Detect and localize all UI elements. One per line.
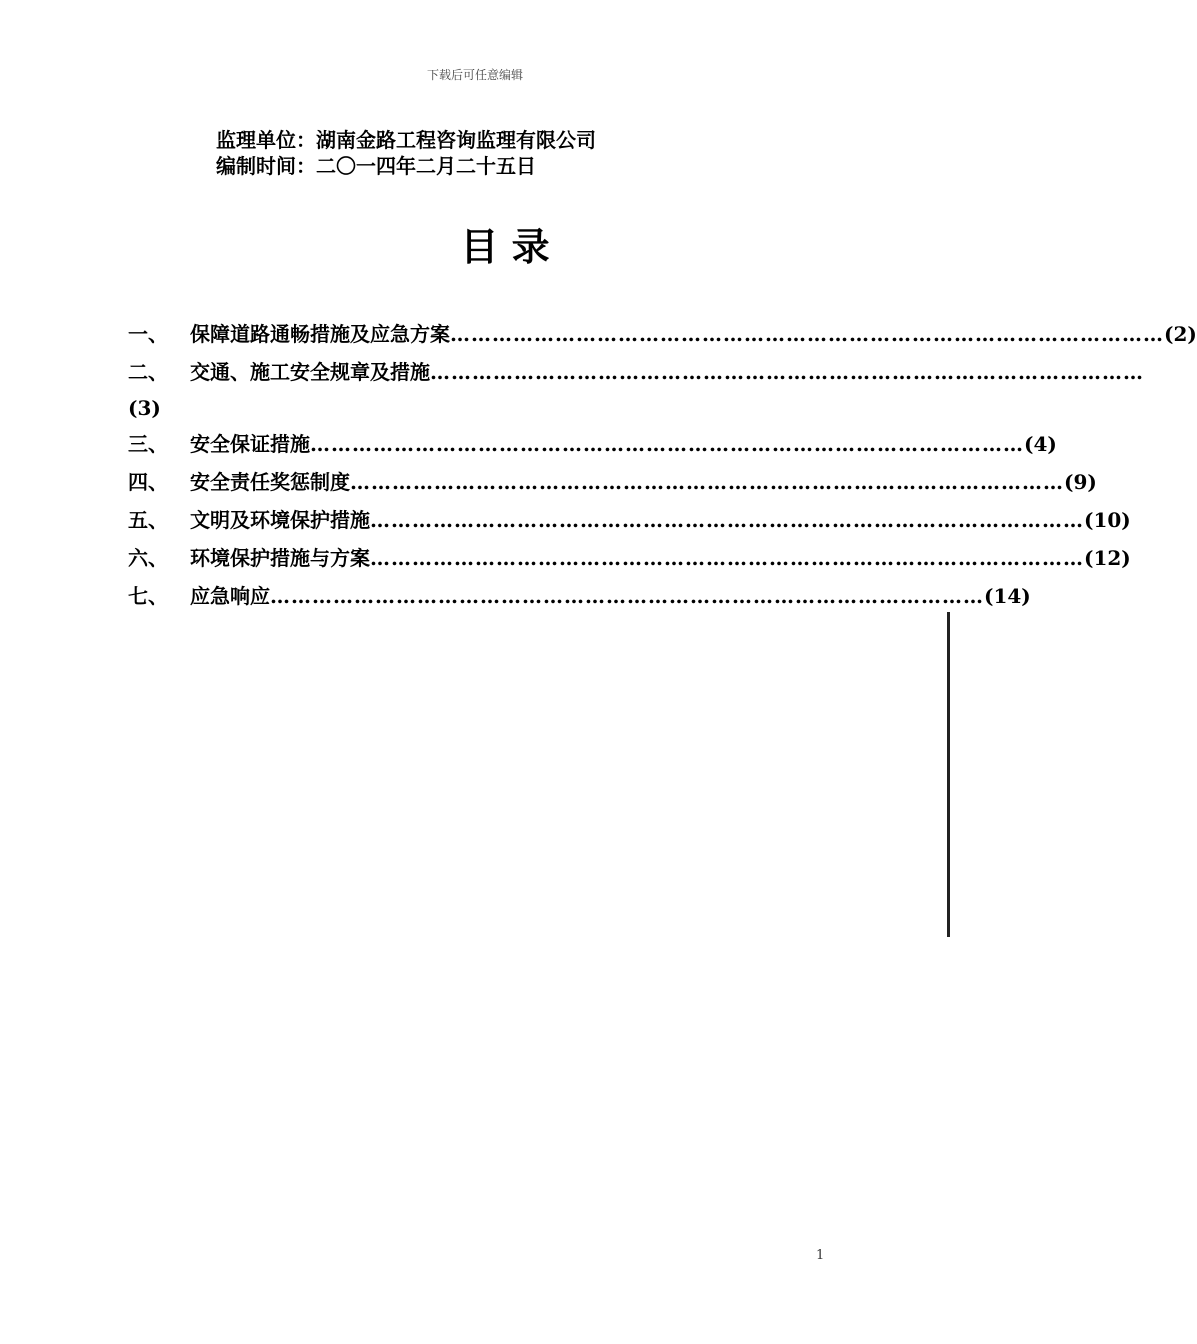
toc-entry-label: 应急响应 bbox=[190, 584, 270, 608]
toc-leader-dots: ………………………………………………………………………………………… bbox=[370, 546, 1084, 570]
toc-entry-label: 交通、施工安全规章及措施 bbox=[190, 360, 430, 384]
toc-entry[interactable] bbox=[128, 576, 1031, 614]
toc-entry-number: 七、 bbox=[128, 584, 168, 608]
toc-entry-page: (4) bbox=[1024, 432, 1057, 456]
toc-entry-label: 文明及环境保护措施 bbox=[190, 508, 370, 532]
toc-entry-number: 一、 bbox=[128, 322, 168, 346]
supervisor-unit: 监理单位：湖南金路工程咨询监理有限公司 bbox=[216, 128, 596, 152]
toc-entry-page: (3) bbox=[128, 396, 161, 420]
toc-title: 目 录 bbox=[460, 224, 550, 269]
table-of-contents bbox=[128, 314, 1197, 614]
toc-entry-label: 安全保证措施 bbox=[190, 432, 310, 456]
toc-entry[interactable] bbox=[128, 352, 1144, 424]
toc-entry-number: 三、 bbox=[128, 432, 168, 456]
toc-entry-number: 六、 bbox=[128, 546, 168, 570]
toc-entry-page: (2) bbox=[1164, 322, 1197, 346]
toc-entry-label: 保障道路通畅措施及应急方案 bbox=[190, 322, 450, 346]
toc-leader-dots: ………………………………………………………………………………………… bbox=[310, 432, 1024, 456]
toc-leader-dots: ………………………………………………………………………………………… bbox=[370, 508, 1084, 532]
toc-entry-number: 二、 bbox=[128, 360, 168, 384]
toc-entry-label: 环境保护措施与方案 bbox=[190, 546, 370, 570]
toc-entry[interactable] bbox=[128, 462, 1097, 500]
toc-entry[interactable] bbox=[128, 500, 1131, 538]
toc-entry-label: 安全责任奖惩制度 bbox=[190, 470, 350, 494]
toc-entry-page: (9) bbox=[1064, 470, 1097, 494]
toc-leader-dots: ………………………………………………………………………………………… bbox=[430, 360, 1144, 384]
header-note: 下载后可任意编辑 bbox=[426, 68, 523, 82]
compile-date: 编制时间：二〇一四年二月二十五日 bbox=[216, 154, 536, 178]
toc-leader-dots: ………………………………………………………………………………………… bbox=[350, 470, 1064, 494]
toc-entry[interactable] bbox=[128, 424, 1057, 462]
toc-entry[interactable] bbox=[128, 538, 1131, 576]
toc-entry[interactable] bbox=[128, 314, 1197, 352]
toc-leader-dots: ………………………………………………………………………………………… bbox=[270, 584, 984, 608]
toc-entry-page: (12) bbox=[1084, 546, 1131, 570]
margin-rule bbox=[947, 612, 950, 937]
toc-leader-dots: ………………………………………………………………………………………… bbox=[450, 322, 1164, 346]
toc-entry-page: (10) bbox=[1084, 508, 1131, 532]
toc-entry-page: (14) bbox=[984, 584, 1031, 608]
toc-entry-number: 四、 bbox=[128, 470, 168, 494]
page-number: 1 bbox=[816, 1248, 825, 1263]
toc-entry-number: 五、 bbox=[128, 508, 168, 532]
